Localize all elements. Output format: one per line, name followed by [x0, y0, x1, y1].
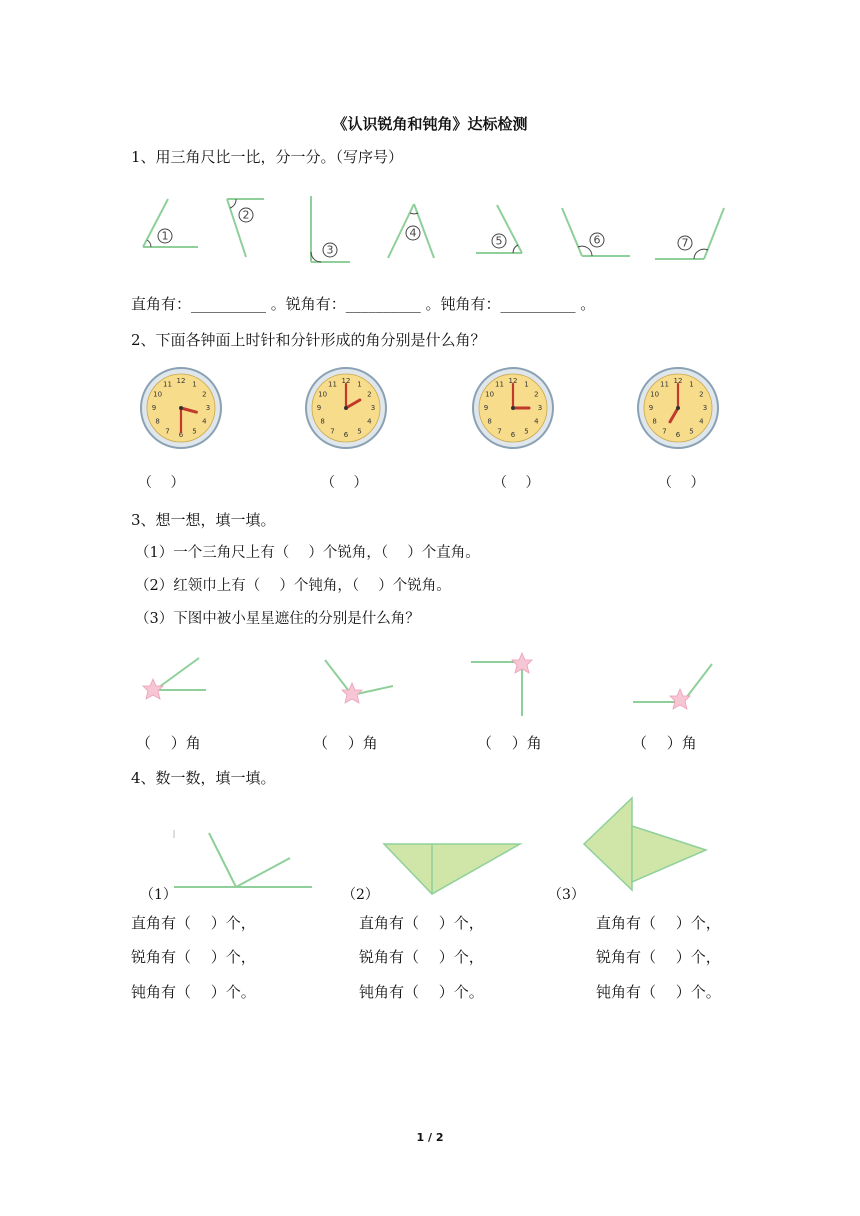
q4-figures	[0, 790, 860, 900]
clock-number: 3	[537, 404, 543, 412]
q2-blank-2: （ ）	[321, 475, 368, 491]
clock-number: 1	[524, 380, 529, 389]
clock-number: 4	[699, 417, 704, 426]
clock-number: 3	[702, 404, 708, 412]
page-number: 1 / 2	[416, 1131, 444, 1144]
q2-heading: 2、下面各钟面上时针和分针形成的角分别是什么角？	[131, 331, 486, 349]
q3-blank-4: （ ）角	[632, 734, 697, 752]
clock-1	[141, 368, 221, 448]
angle-4	[388, 204, 434, 258]
clock-number: 4	[367, 417, 372, 426]
q4-label-2: （2）	[342, 887, 379, 903]
q1-angles	[0, 0, 860, 300]
clock-number: 2	[367, 390, 372, 399]
q3-blank-1: （ ）角	[136, 734, 201, 752]
q4-obtuse-2: 钝角有（ ）个。	[359, 983, 484, 1001]
clock-number: 8	[155, 417, 160, 426]
clock-number: 2	[534, 390, 539, 399]
star-icon	[670, 689, 690, 709]
clock-number: 10	[318, 390, 328, 399]
label-3: 3	[326, 243, 334, 257]
label-6: 6	[593, 233, 601, 247]
q3-heading: 3、想一想，填一填。	[131, 511, 276, 529]
clock-2	[306, 368, 386, 448]
clock-4	[638, 368, 718, 448]
q4-acute-3: 锐角有（ ）个，	[596, 948, 721, 966]
angle-6	[562, 208, 630, 256]
clock-number: 11	[328, 380, 337, 389]
clock-number: 12	[176, 377, 186, 385]
label-4: 4	[409, 226, 417, 240]
clock-number: 9	[483, 404, 489, 412]
clock-number: 10	[485, 390, 495, 399]
figure-3	[584, 798, 706, 890]
clock-number: 9	[151, 404, 157, 412]
clock-number: 4	[534, 417, 539, 426]
clock-number: 12	[341, 377, 351, 385]
q4-right-1: 直角有（ ）个，	[131, 914, 256, 932]
q2-blank-4: （ ）	[658, 475, 705, 491]
q4-obtuse-3: 钝角有（ ）个。	[596, 983, 721, 1001]
clock-number: 10	[153, 390, 163, 399]
clock-number: 1	[357, 380, 362, 389]
q2-blank-3: （ ）	[493, 475, 540, 491]
q4-right-3: 直角有（ ）个，	[596, 914, 721, 932]
q3-item-3: （3）下图中被小星星遮住的分别是什么角？	[135, 611, 420, 627]
angle-7	[655, 208, 724, 259]
star-angle-4	[633, 664, 712, 709]
clock-number: 5	[192, 427, 197, 436]
star-icon	[143, 679, 163, 699]
clock-number: 12	[673, 377, 683, 385]
q4-obtuse-1: 钝角有（ ）个。	[131, 983, 256, 1001]
star-angle-3	[471, 653, 532, 716]
q2-blank-1: （ ）	[138, 475, 185, 491]
figure-2	[384, 844, 520, 894]
q2-clocks	[0, 360, 860, 460]
q4-acute-2: 锐角有（ ）个，	[359, 948, 484, 966]
clock-number: 11	[660, 380, 669, 389]
clock-number: 7	[662, 427, 667, 436]
q3-item-1: （1）一个三角尺上有（ ）个锐角，（ ）个直角。	[135, 545, 480, 561]
page-title: 《认识锐角和钝角》达标检测	[332, 115, 528, 133]
clock-number: 12	[508, 377, 518, 385]
clock-number: 4	[202, 417, 207, 426]
q1-heading: 1、用三角尺比一比，分一分。（写序号）	[131, 148, 404, 166]
q4-right-2: 直角有（ ）个，	[359, 914, 484, 932]
clock-number: 6	[343, 431, 349, 439]
angle-3	[311, 196, 350, 262]
clock-number: 9	[316, 404, 322, 412]
clock-number: 3	[370, 404, 376, 412]
label-7: 7	[681, 236, 689, 250]
label-1: 1	[161, 229, 169, 243]
clock-number: 6	[510, 431, 516, 439]
angle-1	[143, 199, 198, 247]
q4-label-3: （3）	[548, 887, 585, 903]
clock-number: 6	[178, 431, 184, 439]
q3-item-2: （2）红领巾上有（ ）个钝角，（ ）个锐角。	[135, 578, 451, 594]
clock-number: 6	[675, 431, 681, 439]
clock-3	[473, 368, 553, 448]
clock-number: 9	[648, 404, 654, 412]
clock-number: 2	[699, 390, 704, 399]
label-2: 2	[242, 208, 250, 222]
clock-number: 7	[330, 427, 335, 436]
clock-number: 5	[357, 427, 362, 436]
clock-number: 7	[165, 427, 170, 436]
q4-label-1: （1）	[140, 887, 177, 903]
clock-number: 8	[487, 417, 492, 426]
clock-number: 5	[524, 427, 529, 436]
clock-number: 8	[652, 417, 657, 426]
star-angle-2	[325, 660, 393, 703]
clock-number: 8	[320, 417, 325, 426]
clock-number: 1	[689, 380, 694, 389]
clock-number: 10	[650, 390, 660, 399]
q3-star-angles	[0, 640, 860, 730]
clock-number: 3	[205, 404, 211, 412]
angle-2	[227, 199, 264, 257]
clock-number: 2	[202, 390, 207, 399]
clock-number: 11	[163, 380, 172, 389]
angle-5	[476, 205, 522, 253]
q1-answer-line: 直角有：__________ 。锐角有：__________ 。钝角有：__________ 。	[131, 295, 596, 313]
label-5: 5	[495, 234, 503, 248]
clock-number: 11	[495, 380, 504, 389]
q3-blank-2: （ ）角	[313, 734, 378, 752]
clock-number: 7	[497, 427, 502, 436]
q4-heading: 4、数一数，填一填。	[131, 769, 276, 787]
clock-number: 1	[192, 380, 197, 389]
figure-1	[174, 830, 312, 887]
q3-blank-3: （ ）角	[477, 734, 542, 752]
clock-number: 5	[689, 427, 694, 436]
q4-acute-1: 锐角有（ ）个，	[131, 948, 256, 966]
star-angle-1	[143, 658, 206, 699]
